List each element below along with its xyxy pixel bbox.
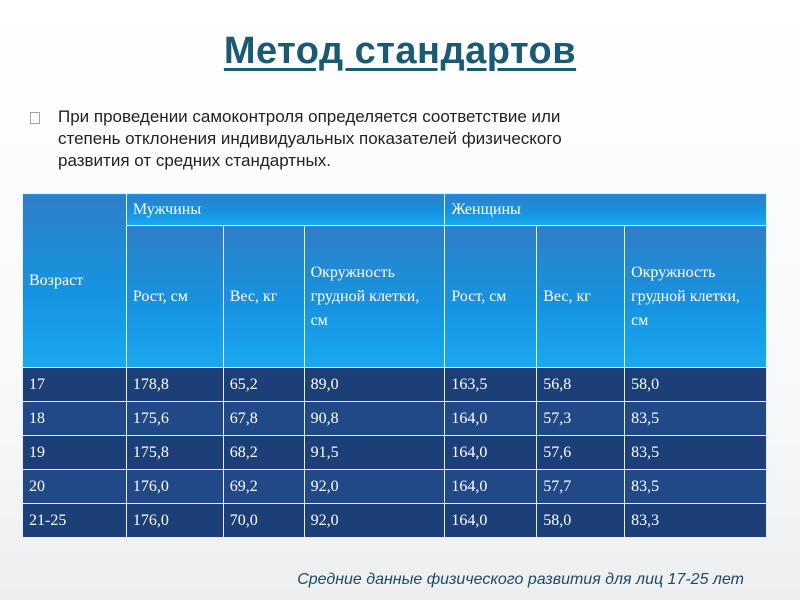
men-chest-header: Окружность грудной клетки, см <box>304 226 445 368</box>
page-title <box>0 30 800 73</box>
women-weight-header: Вес, кг <box>537 226 625 368</box>
cell-men-weight: 68,2 <box>223 436 304 470</box>
cell-women-chest: 58,0 <box>625 368 767 402</box>
table-row <box>23 504 767 538</box>
cell-men-chest: 89,0 <box>304 368 445 402</box>
men-height-header: Рост, см <box>126 226 223 368</box>
cell-men-weight: 65,2 <box>223 368 304 402</box>
cell-men-chest: 91,5 <box>304 436 445 470</box>
table-row <box>23 368 767 402</box>
cell-women-weight: 58,0 <box>537 504 625 538</box>
cell-age: 18 <box>23 402 127 436</box>
cell-women-weight: 56,8 <box>537 368 625 402</box>
bullet-line-2: степень отклонения индивидуальных показателей физического <box>58 129 562 148</box>
cell-men-weight: 69,2 <box>223 470 304 504</box>
cell-men-height: 176,0 <box>126 504 223 538</box>
table-row <box>23 402 767 436</box>
cell-women-height: 164,0 <box>445 470 537 504</box>
cell-women-chest: 83,5 <box>625 436 767 470</box>
table-row <box>23 470 767 504</box>
men-header-cell: Мужчины <box>126 194 445 226</box>
cell-women-height: 164,0 <box>445 436 537 470</box>
table-row <box>23 436 767 470</box>
women-header-cell: Женщины <box>445 194 767 226</box>
cell-men-weight: 67,8 <box>223 402 304 436</box>
cell-women-chest: 83,5 <box>625 402 767 436</box>
cell-age: 19 <box>23 436 127 470</box>
table-header-row-2 <box>23 226 767 368</box>
cell-men-height: 176,0 <box>126 470 223 504</box>
cell-women-chest: 83,5 <box>625 470 767 504</box>
cell-men-chest: 90,8 <box>304 402 445 436</box>
age-header-cell: Возраст <box>23 194 127 368</box>
men-weight-header: Вес, кг <box>223 226 304 368</box>
cell-women-weight: 57,3 <box>537 402 625 436</box>
bullet-line-1: При проведении самоконтроля определяется соответствие или <box>58 107 561 126</box>
table-caption: Средние данные физического развития для лиц 17-25 лет <box>297 571 744 588</box>
cell-women-height: 164,0 <box>445 402 537 436</box>
cell-women-height: 163,5 <box>445 368 537 402</box>
bullet-square-icon <box>30 112 40 124</box>
cell-men-height: 175,8 <box>126 436 223 470</box>
bullet-text <box>58 106 562 172</box>
cell-men-chest: 92,0 <box>304 470 445 504</box>
bullet-item <box>30 106 670 172</box>
cell-age: 20 <box>23 470 127 504</box>
cell-age: 21-25 <box>23 504 127 538</box>
women-chest-header: Окружность грудной клетки, см <box>625 226 767 368</box>
title-text: Метод стандартов <box>223 30 577 72</box>
women-height-header: Рост, см <box>445 226 537 368</box>
cell-women-weight: 57,6 <box>537 436 625 470</box>
cell-age: 17 <box>23 368 127 402</box>
cell-women-chest: 83,3 <box>625 504 767 538</box>
cell-men-height: 178,8 <box>126 368 223 402</box>
bullet-line-3: развития от средних стандартных. <box>58 151 331 170</box>
cell-women-weight: 57,7 <box>537 470 625 504</box>
cell-men-weight: 70,0 <box>223 504 304 538</box>
cell-men-height: 175,6 <box>126 402 223 436</box>
table-header-row-1 <box>23 194 767 226</box>
cell-men-chest: 92,0 <box>304 504 445 538</box>
standards-table <box>22 193 767 538</box>
cell-women-height: 164,0 <box>445 504 537 538</box>
